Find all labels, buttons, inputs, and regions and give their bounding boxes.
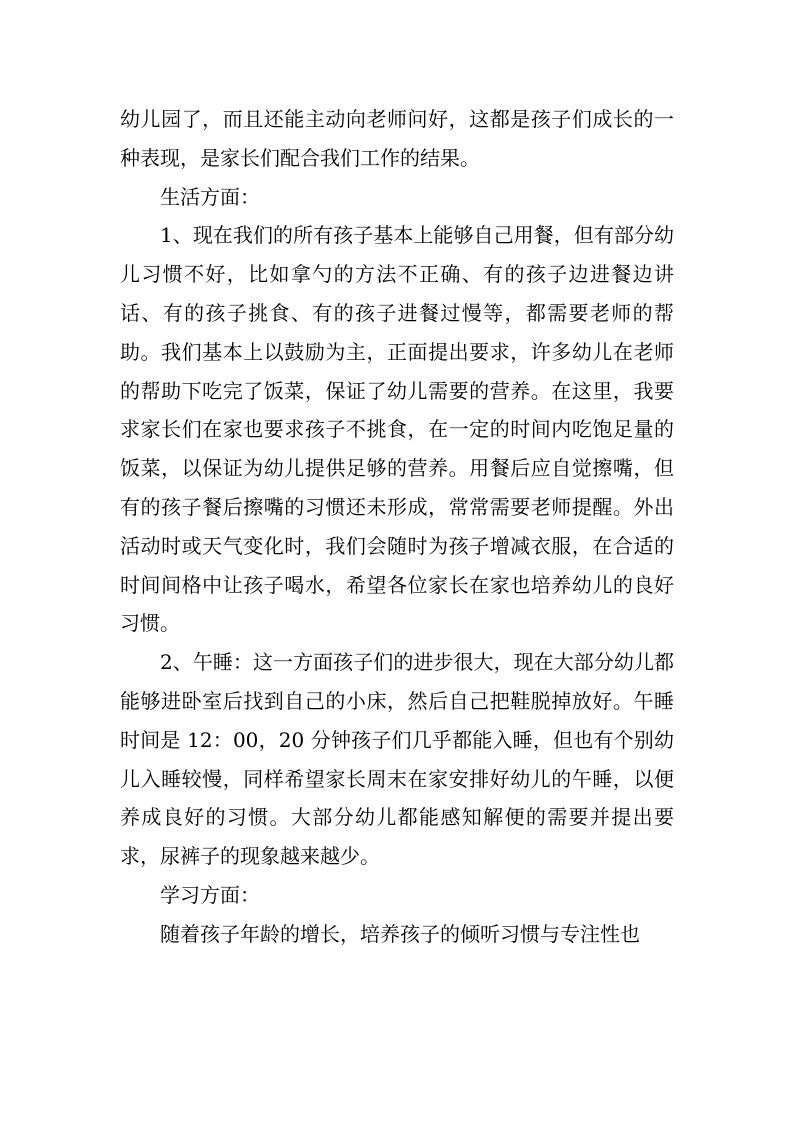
- document-body: [120, 100, 674, 954]
- paragraph-study: 随着孩子年龄的增长，培养孩子的倾听习惯与专注性也: [160, 921, 640, 946]
- section-heading-life: 生活方面：: [160, 184, 260, 209]
- section-heading-study: 学习方面：: [160, 882, 260, 907]
- paragraph-meals: 1、现在我们的所有孩子基本上能够自己用餐，但有部分幼儿习惯不好，比如拿勺的方法不正确、有的孩子边进餐边讲话、有的孩子挑食、有的孩子进餐过慢等，都需要老师的帮助。我们基本上以鼓励为主，正面提出要求，许多幼儿在老师的帮助下吃完了饭菜，保证了幼儿需要的营养。在这里，我要求家长们在家也要求孩子不挑食，在一定的时间内吃饱足量的饭菜，以保证为幼儿提供足够的营养。用餐后应自觉擦嘴，但有的孩子餐后擦嘴的习惯还未形成，常常需要老师提醒。外出活动时或天气变化时，我们会随时为孩子增减衣服，在合适的时间间格中让孩子喝水，希望各位家长在家也培养幼儿的良好习惯。: [120, 223, 674, 636]
- paragraph-continuation: 幼儿园了，而且还能主动向老师问好，这都是孩子们成长的一种表现，是家长们配合我们工作的结果。: [120, 107, 674, 170]
- paragraph-nap: 2、午睡：这一方面孩子们的进步很大，现在大部分幼儿都能够进卧室后找到自己的小床，然后自己把鞋脱掉放好。午睡时间是 12：00，20 分钟孩子们几乎都能入睡，但也有个别幼儿入睡较慢，同样希望家长周末在家安排好幼儿的午睡，以便养成良好的习惯。大部分幼儿都能感知解便的需要并提出要求，尿裤子的现象越来越少。: [120, 650, 674, 869]
